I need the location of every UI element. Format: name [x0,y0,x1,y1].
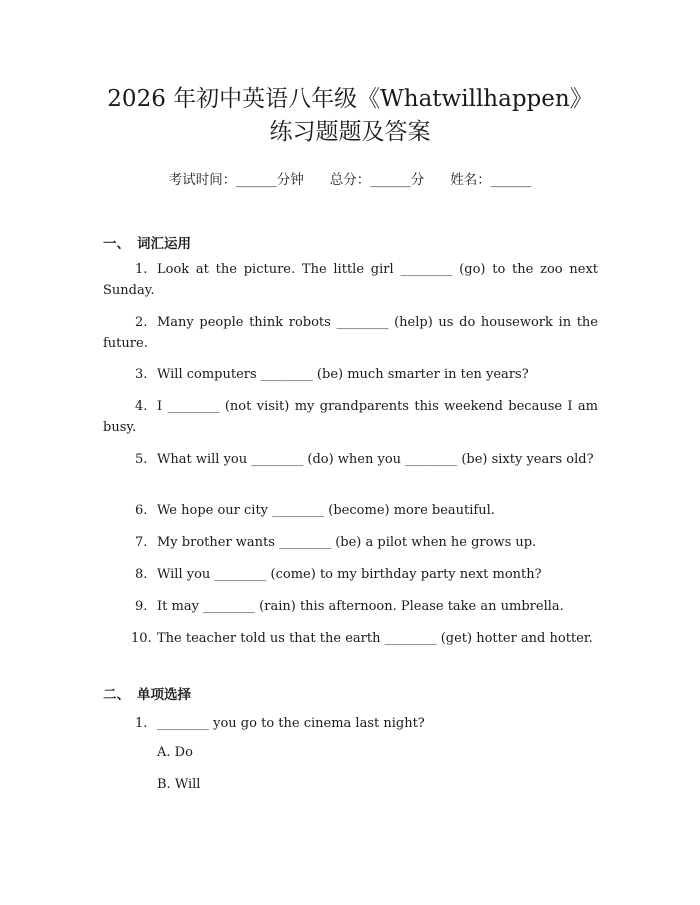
question-item [103,596,598,617]
question-text: The teacher told us that the earth ________ (get) hotter and hotter. [157,631,593,646]
section-title: 词汇运用 [137,236,191,252]
question-item [103,628,598,649]
question-number: 5. [135,452,148,467]
answer-option-b: B. Will [157,777,201,792]
question-number: 2. [135,315,148,330]
section-number: 二、 [103,687,130,703]
section-number: 一、 [103,236,130,252]
question-number: 10. [131,631,152,646]
question-text: ________ you go to the cinema last night? [157,716,425,731]
question-text: My brother wants ________ (be) a pilot when he grows up. [157,535,537,550]
question-text: Will you ________ (come) to my birthday party next month? [157,567,542,582]
question-item [103,364,598,385]
question-number: 1. [135,262,148,277]
document-title-line1: 2026 年初中英语八年级《Whatwillhappen》 [107,86,593,112]
question-number: 3. [135,367,148,382]
question-text: Many people think robots ________ (help) us do housework in the future. [103,315,598,351]
exam-meta [0,168,700,188]
question-number: 1. [135,716,148,731]
question-text: Look at the picture. The little girl ________ (go) to the zoo next Sunday. [103,262,598,298]
question-text: I ________ (not visit) my grandparents this weekend because I am busy. [103,399,598,435]
section-heading [103,683,191,703]
question-number: 8. [135,567,148,582]
question-number: 9. [135,599,148,614]
question-text: Will computers ________ (be) much smarter in ten years? [157,367,529,382]
document-title-line2: 练习题题及答案 [269,119,431,145]
question-item [103,564,598,585]
section-title: 单项选择 [137,687,191,703]
question-number: 6. [135,503,148,518]
question-number: 4. [135,399,148,414]
question-item [103,500,598,521]
exam-time: 考试时间：______分钟 [168,172,304,188]
question-text: We hope our city ________ (become) more beautiful. [157,503,495,518]
question-item [103,449,598,470]
answer-option-a: A. Do [157,745,193,760]
exam-name: 姓名：______ [450,172,532,188]
question-text: It may ________ (rain) this afternoon. Please take an umbrella. [157,599,564,614]
question-item [103,396,598,438]
question-item [103,713,598,734]
question-number: 7. [135,535,148,550]
question-text: What will you ________ (do) when you ________ (be) sixty years old? [157,452,594,467]
question-item [103,312,598,354]
exam-score: 总分：______分 [329,172,425,188]
question-item [103,532,598,553]
question-item [103,259,598,301]
section-heading [103,232,191,252]
